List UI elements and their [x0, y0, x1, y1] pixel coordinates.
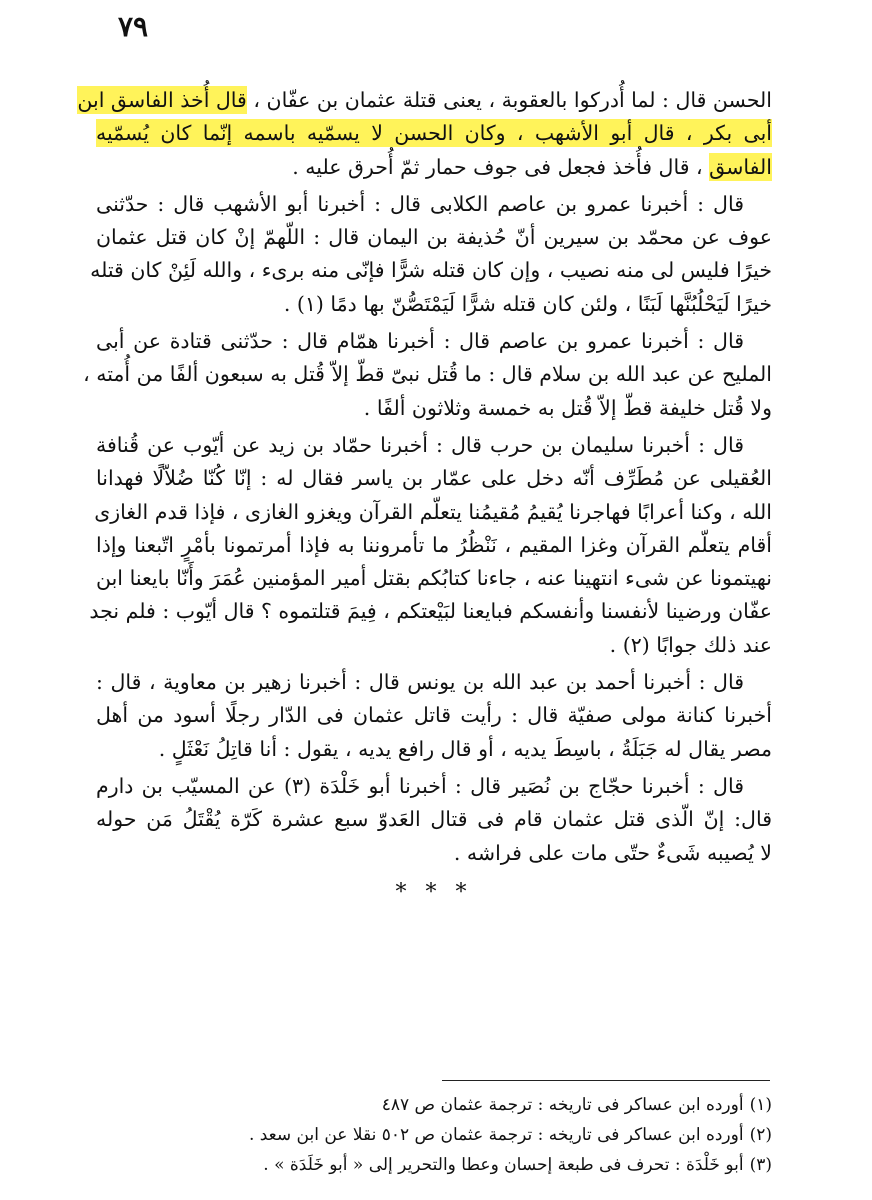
footnote-number: (٣)	[749, 1155, 772, 1175]
text-line	[96, 666, 772, 699]
highlighted-text: أبى بكر ، قال أبو الأشهب ، وكان الحسن لا يسمّيه باسمه إنّما كان يُسمّيه	[96, 121, 772, 146]
text-segment: الله ، وكنا أعرابًا فهاجرنا يُقيمُ مُقيمُنا يتعلّم القرآن ويغزو الغازى ، فإذا قدم الغازى	[94, 499, 772, 524]
text-line	[83, 358, 772, 391]
text-segment: المليح عن عبد الله بن سلام قال : ما قُتل نبىّ قطّ إلاّ قُتل به سبعون ألفًا من أُمته ،	[83, 362, 772, 387]
footnote-text: أبو خَلْدَة : تحرف فى طبعة إحسان وعطا والتحرير إلى « أبو خَلَدَة » .	[263, 1155, 744, 1175]
text-line	[96, 529, 772, 562]
section-separator: * * *	[395, 879, 473, 905]
text-segment: قال : أخبرنا عمرو بن عاصم قال : أخبرنا همّام قال : حدّثنى قتادة عن أبى	[96, 329, 744, 354]
text-line	[96, 325, 772, 358]
text-segment: قال: إنّ الّذى قتل عثمان قام فى قتال العَدوّ سبع عشرة كَرّة يُقْتَلُ مَن حوله	[96, 807, 772, 832]
text-line	[90, 254, 772, 287]
footnote	[96, 1150, 772, 1180]
footnote	[96, 1120, 772, 1150]
text-segment: عوف عن محمّد بن سيرين أنّ حُذيفة بن اليمان قال : اللّهمّ إنْ كان قتل عثمان	[96, 225, 772, 250]
text-line	[96, 837, 772, 870]
highlighted-text: قال أُخذ الفاسق ابن	[77, 88, 247, 112]
text-segment: مصر يقال له جَبَلَةُ ، باسِطَ يديه ، أو قال رافع يديه ، يقول : أنا قاتِلُ نَعْثَلٍ .	[158, 736, 772, 761]
text-segment: لا يُصيبه شَىءٌ حتّى مات على فراشه .	[453, 840, 772, 865]
footnote	[96, 1090, 772, 1120]
text-segment: خيرًا فليس لى منه نصيب ، وإن كان قتله شرًّا فإنّى منه برىء ، والله لَئِنْ كان قتله	[90, 258, 772, 283]
text-segment: عفّان ورضينا لأنفسنا وأنفسكم فبايعنا لبَيْعتكم ، فِيمَ قتلتموه ؟ قال أيّوب : فلم نجد	[89, 599, 772, 624]
text-line	[96, 629, 772, 662]
footnote-text: أورده ابن عساكر فى تاريخه : ترجمة عثمان ص ٤٨٧	[381, 1095, 744, 1115]
text-segment: أخبرنا كنانة مولى صفيّة قال : رأيت قاتل عثمان فى الدّار رجلًا أسود من أهل	[96, 703, 772, 728]
page-number: ٧٩	[118, 10, 149, 43]
text-segment: قال : أخبرنا حجّاج بن نُصَير قال : أخبرنا أبو خَلْدَة (٣) عن المسيّب بن دارم	[96, 773, 744, 798]
text-segment: عند ذلك جوابًا (٢) .	[609, 632, 772, 657]
text-line	[96, 496, 772, 529]
footnote-number: (٢)	[749, 1125, 772, 1145]
text-line	[96, 770, 772, 803]
text-line	[96, 699, 772, 732]
text-line	[96, 803, 772, 836]
footnotes	[96, 1090, 772, 1180]
text-segment: ، قال فأُخذ فجعل فى جوف حمار ثمّ أُحرق عليه .	[292, 154, 710, 179]
footnote-divider	[442, 1080, 770, 1081]
text-line	[89, 595, 772, 628]
footnote-number: (١)	[749, 1095, 772, 1115]
text-line	[96, 429, 772, 462]
text-line	[96, 288, 772, 321]
paragraph	[96, 666, 772, 766]
paragraph	[83, 325, 772, 425]
text-segment: قال : أخبرنا عمرو بن عاصم الكلابى قال : أخبرنا أبو الأشهب قال : حدّثنى	[96, 191, 744, 216]
paragraph	[89, 429, 772, 662]
text-line	[96, 462, 772, 495]
text-line	[96, 221, 772, 254]
text-line	[96, 392, 772, 425]
text-segment: خيرًا لَيَحْلُبُنَّها لَبَنًا ، ولئن كان قتله شرًّا لَيَمْتَصُّنّ بها دمًا (١) .	[283, 291, 772, 316]
text-segment: الحسن قال : لما أُدركوا بالعقوبة ، يعنى قتلة عثمان بن عفّان ،	[246, 88, 772, 112]
text-segment: قال : أخبرنا سليمان بن حرب قال : أخبرنا حمّاد بن زيد عن أيّوب عن قُنافة	[96, 432, 744, 457]
footnote-text: أورده ابن عساكر فى تاريخه : ترجمة عثمان ص ٥٠٢ نقلا عن ابن سعد .	[248, 1125, 744, 1145]
text-segment: أقام يتعلّم القرآن وغزا المقيم ، نَنْظُرُ ما تأمروننا به فإذا أمرتمونا بأمْرٍ اتّبعنا وإذا	[96, 532, 772, 557]
text-segment: العُقيلى عن مُطَرِّف أنّه دخل على عمّار بن ياسر فقال له : إنّا كُنّا ضُلاّلًا فهدانا	[96, 466, 772, 491]
paragraph	[96, 770, 772, 870]
text-line	[96, 117, 772, 150]
text-line	[96, 733, 772, 766]
text-line	[77, 84, 772, 117]
text-line	[96, 562, 772, 595]
main-text	[77, 84, 772, 905]
paragraph-gap	[96, 870, 772, 874]
text-line	[96, 188, 772, 221]
paragraph	[77, 84, 772, 184]
text-line	[96, 151, 772, 184]
highlighted-text: الفاسق	[709, 154, 772, 179]
paragraph	[90, 188, 772, 321]
text-segment: قال : أخبرنا أحمد بن عبد الله بن يونس قال : أخبرنا زهير بن معاوية ، قال :	[96, 670, 744, 695]
text-segment: نهيتمونا عن شىء انتهينا عنه ، جاءنا كتابُكم بقتل أمير المؤمنين عُمَرَ وأَنّا بايعنا ابن	[96, 566, 772, 591]
text-segment: ولا قُتل خليفة قطّ إلاّ قُتل به خمسة وثلاثون ألفًا .	[363, 395, 772, 420]
